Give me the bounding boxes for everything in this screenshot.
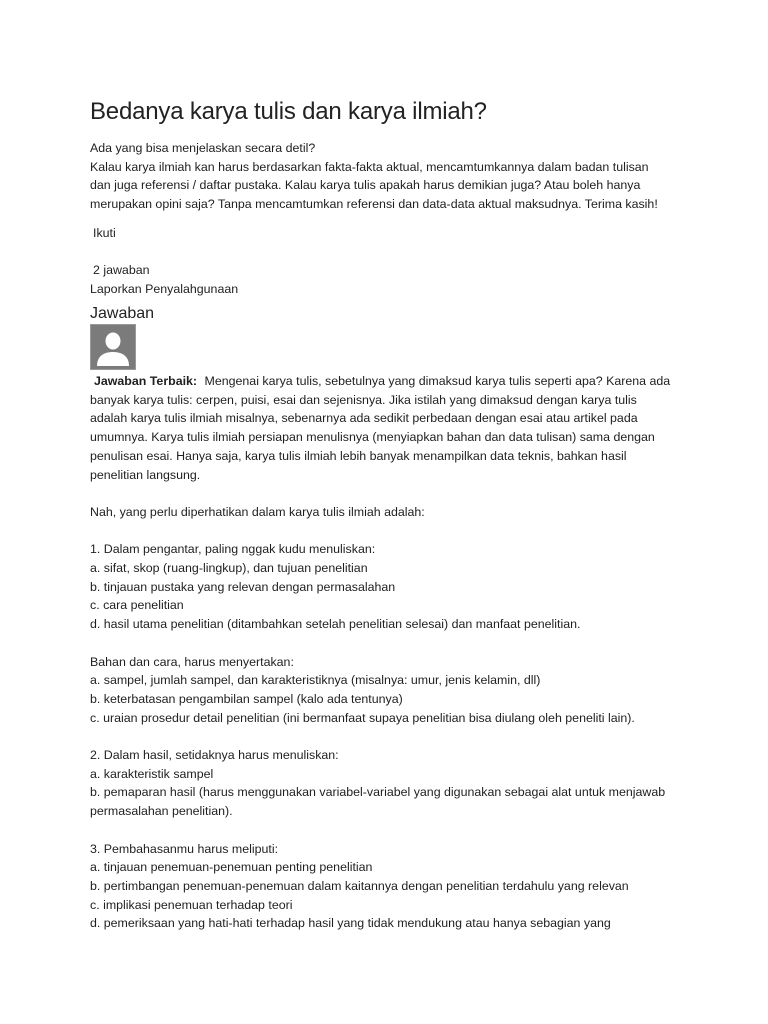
answer-line: penulisan esai. Hanya saja, karya tulis ilmiah lebih banyak menampilkan data teknis, bahkan hasil [90, 448, 627, 463]
answer-line: b. tinjauan pustaka yang relevan dengan permasalahan [90, 579, 396, 594]
answer-line: Bahan dan cara, harus menyertakan: [90, 654, 294, 669]
question-body [90, 139, 690, 214]
answer-line: c. uraian prosedur detail penelitian (ini bermanfaat supaya penelitian bisa diulang oleh peneliti lain). [90, 710, 635, 725]
answer-line [90, 484, 690, 503]
answer-line [90, 821, 690, 840]
answer-line: 1. Dalam pengantar, paling nggak kudu menuliskan: [90, 542, 376, 557]
question-title: Bedanya karya tulis dan karya ilmiah? [90, 98, 487, 125]
answer-lines [90, 391, 690, 933]
answer-line: a. tinjauan penemuan-penemuan penting penelitian [90, 860, 373, 875]
answer-line: a. karakteristik sampel [90, 766, 214, 781]
answer-line: d. pemeriksaan yang hati-hati terhadap hasil yang tidak mendukung atau hanya sebagian yang [90, 916, 611, 931]
answer-line [90, 727, 690, 746]
answer-line: b. keterbatasan pengambilan sampel (kalo ada tentunya) [90, 691, 403, 706]
answer-line: c. cara penelitian [90, 598, 184, 613]
follow-link[interactable]: Ikuti [93, 226, 116, 240]
best-answer [90, 372, 690, 933]
answer-line: d. hasil utama penelitian (ditambahkan setelah penelitian selesai) dan manfaat penelitian. [90, 617, 581, 632]
question-line: Ada yang bisa menjelaskan secara detil? [90, 141, 316, 155]
best-answer-label: Jawaban Terbaik: [94, 374, 198, 388]
answer-line: a. sampel, jumlah sampel, dan karakteristiknya (misalnya: umur, jenis kelamin, dll) [90, 673, 541, 688]
answer-line: permasalahan penelitian). [90, 804, 233, 819]
answer-first-line: Mengenai karya tulis, sebetulnya yang dimaksud karya tulis seperti apa? Karena ada [204, 374, 671, 388]
answer-line [90, 372, 690, 391]
report-abuse-link[interactable]: Laporkan Penyalahgunaan [90, 282, 239, 296]
answer-line: adalah karya tulis ilmiah misalnya, sebenarnya ada sedikit perbedaan dengan esai atau artikel pada [90, 411, 638, 426]
answer-line: 2. Dalam hasil, setidaknya harus menuliskan: [90, 748, 339, 762]
answer-line [90, 522, 690, 541]
answer-line: Nah, yang perlu diperhatikan dalam karya tulis ilmiah adalah: [90, 504, 425, 519]
answer-count: 2 jawaban [93, 263, 150, 277]
answer-line: a. sifat, skop (ruang-lingkup), dan tujuan penelitian [90, 561, 368, 575]
answer-line: c. implikasi penemuan terhadap teori [90, 897, 293, 912]
answer-line: banyak karya tulis: cerpen, puisi, esai dan sejenisnya. Jika istilah yang dimaksud dengan karya tulis [90, 392, 637, 407]
answer-line: b. pemaparan hasil (harus menggunakan variabel-variabel yang digunakan sebagai alat untuk menjawab [90, 785, 666, 800]
answer-line: penelitian langsung. [90, 467, 201, 482]
answer-line: b. pertimbangan penemuan-penemuan dalam kaitannya dengan penelitian terdahulu yang relevan [90, 878, 629, 893]
answer-line: umumnya. Karya tulis ilmiah persiapan menulisnya (menyiapkan bahan dan data tulisan) sama dengan [90, 430, 655, 445]
answers-heading: Jawaban [90, 305, 155, 322]
answer-line: 3. Pembahasanmu harus meliputi: [90, 841, 279, 856]
question-line: dan juga referensi / daftar pustaka. Kalau karya tulis apakah harus demikian juga? Atau boleh hanya [90, 178, 641, 193]
question-line: Kalau karya ilmiah kan harus berdasarkan fakta-fakta aktual, mencamtumkannya dalam badan tulisan [90, 159, 649, 174]
user-silhouette-icon [90, 324, 136, 370]
answer-line [90, 634, 690, 653]
question-line: merupakan opini saja? Tanpa mencamtumkan referensi dan data-data aktual maksudnya. Terima kasih! [90, 197, 658, 212]
